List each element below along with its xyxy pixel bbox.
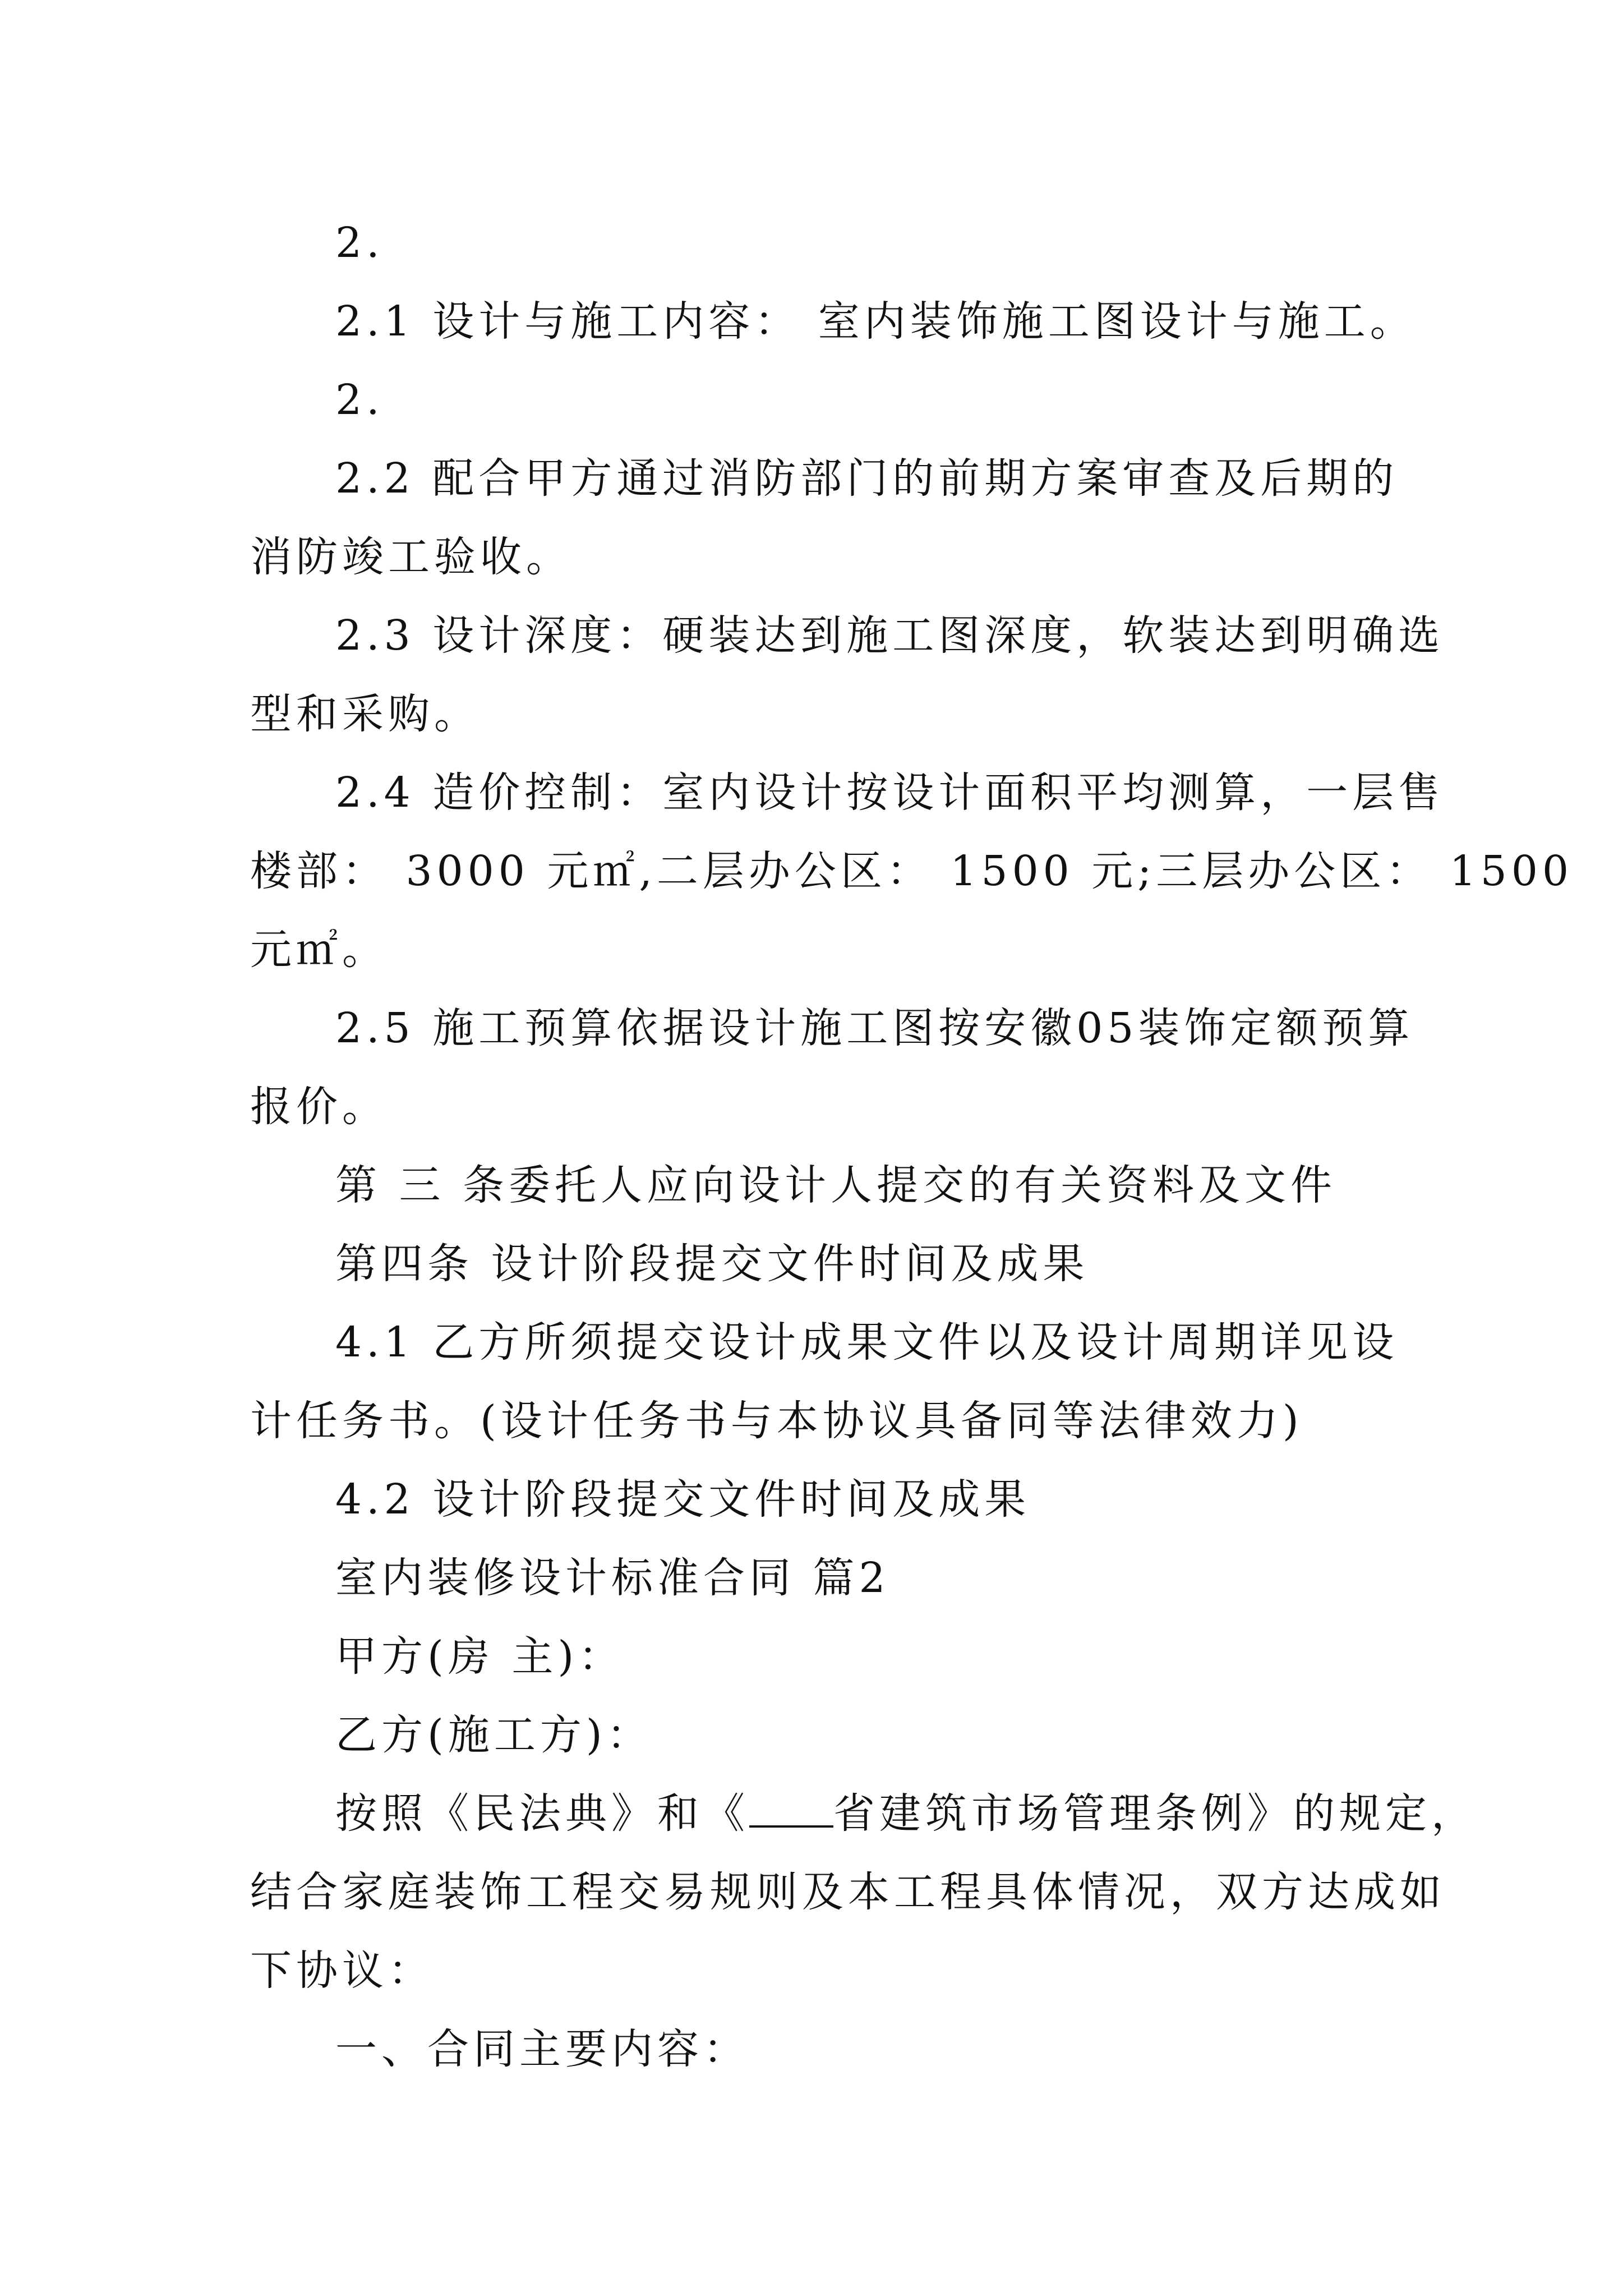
text-line-8: 2.4 造价控制：室内设计按设计面积平均测算，一层售 — [335, 769, 1445, 817]
text-line-7: 型和采购。 — [250, 690, 480, 738]
text-line-14: 第四条 设计阶段提交文件时间及成果 — [335, 1240, 1089, 1288]
text-line-10: 元㎡。 — [250, 926, 388, 974]
text-line-13: 第 三 条委托人应向设计人提交的有关资料及文件 — [335, 1161, 1337, 1209]
text-line-16: 计任务书。(设计任务书与本协议具备同等法律效力) — [250, 1397, 1303, 1445]
text-line-22: 结合家庭装饰工程交易规则及本工程具体情况，双方达成如 — [250, 1868, 1446, 1916]
text-line-6: 2.3 设计深度：硬装达到施工图深度，软装达到明确选 — [335, 611, 1445, 660]
text-line-21 — [335, 1788, 1479, 1839]
text-line-23: 下协议： — [250, 1947, 434, 1995]
party-b-line: 乙方(施工方)： — [335, 1711, 653, 1759]
fill-in-blank — [749, 1792, 833, 1828]
text-line-1: 2. — [335, 219, 384, 267]
text-line-17: 4.2 设计阶段提交文件时间及成果 — [335, 1475, 1031, 1524]
text-line-2: 2.1 设计与施工内容： 室内装饰施工图设计与施工。 — [335, 297, 1416, 346]
party-a-line: 甲方(房 主)： — [335, 1632, 625, 1681]
text-line-3: 2. — [335, 376, 384, 424]
text-before-blank: 按照《民法典》和《 — [335, 1789, 749, 1838]
text-line-11: 2.5 施工预算依据设计施工图按安徽05装饰定额预算 — [335, 1004, 1414, 1052]
text-line-4: 2.2 配合甲方通过消防部门的前期方案审查及后期的 — [335, 454, 1399, 503]
text-line-5: 消防竣工验收。 — [250, 533, 572, 581]
text-line-12: 报价。 — [250, 1083, 388, 1131]
text-line-21-end: 的规定， — [1293, 1789, 1477, 1838]
text-line-24: 一、合同主要内容： — [335, 2025, 749, 2073]
text-line-9: 楼部： 3000 元㎡,二层办公区： 1500 元;三层办公区： 1500 — [250, 847, 1574, 895]
text-after-blank: 省建筑市场管理条例》 — [833, 1789, 1293, 1838]
text-line-15: 4.1 乙方所须提交设计成果文件以及设计周期详见设 — [335, 1318, 1399, 1366]
section-heading: 室内装修设计标准合同 篇2 — [335, 1554, 890, 1602]
